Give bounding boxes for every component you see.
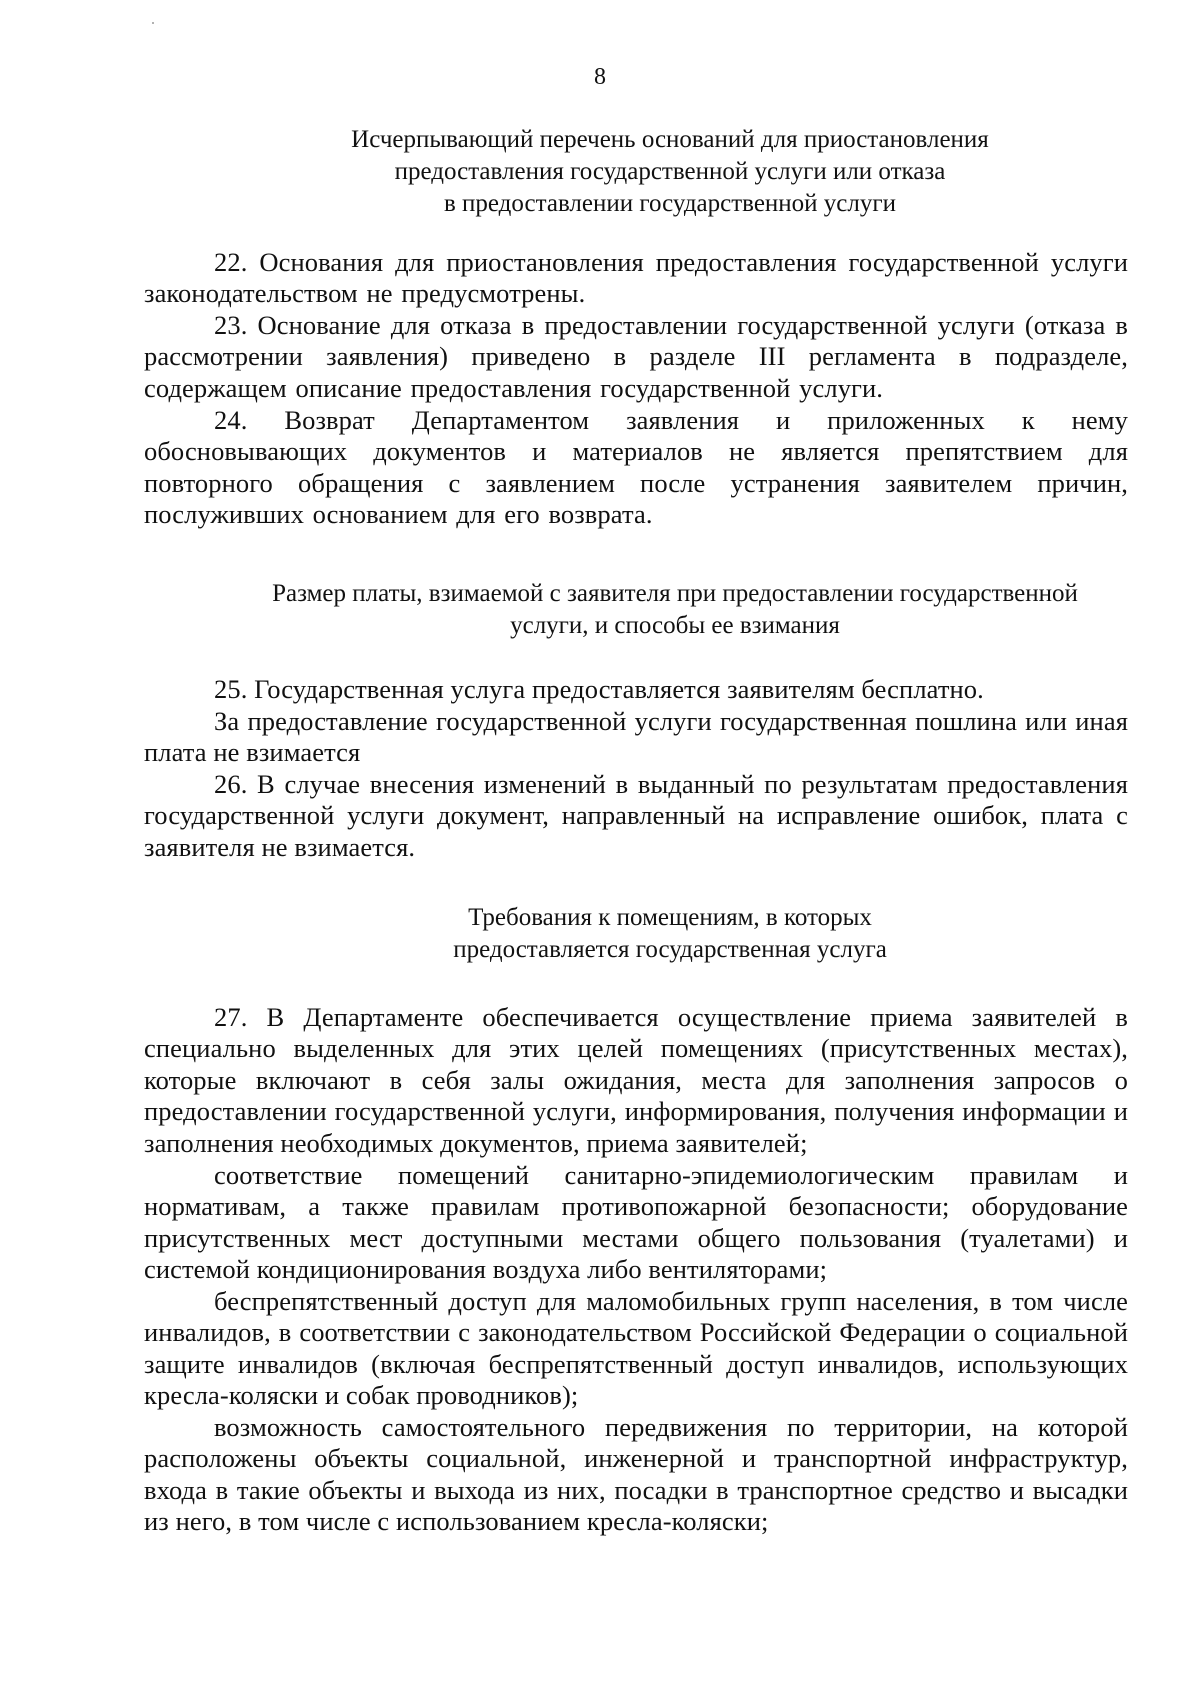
heading-line: предоставления государственной услуги или отказа <box>394 158 946 185</box>
heading-line: предоставляется государственная услуга <box>453 936 887 963</box>
paragraph-23: 23. Основание для отказа в предоставлении государственной услуги (отказа в рассмотрении заявления) приведено в разделе III регламента в подразделе, содержащем описание предоставления государственной услуги. <box>144 310 1128 403</box>
section-heading-fee <box>220 578 1130 642</box>
page-number: 8 <box>594 64 606 90</box>
section-heading-suspension <box>300 124 1040 220</box>
paragraph-27-accessibility: беспрепятственный доступ для маломобильных групп населения, в том числе инвалидов, в соответствии с законодательством Российской Федерации о социальной защите инвалидов (включая беспрепятственный доступ инвалидов, использующих кресла-коляски и собак проводников); <box>144 1286 1128 1411</box>
paragraph-27-movement: возможность самостоятельного передвижения по территории, на которой расположены объекты социальной, инженерной и транспортной инфраструктур, входа в такие объекты и выхода из них, посадки в транспортное средство и высадки из него, в том числе с использованием кресла-коляски; <box>144 1412 1128 1537</box>
heading-line: Исчерпывающий перечень оснований для приостановления <box>351 126 989 153</box>
paragraph-22: 22. Основания для приостановления предоставления государственной услуги законодательством не предусмотрены. <box>144 247 1128 309</box>
paragraph-27: 27. В Департаменте обеспечивается осуществление приема заявителей в специально выделенных для этих целей помещениях (присутственных местах), которые включают в себя залы ожидания, места для заполнения запросов о предоставлении государственной услуги, информирования, получения информации и заполнения необходимых документов, приема заявителей; <box>144 1002 1128 1158</box>
paragraph-26: 26. В случае внесения изменений в выданный по результатам предоставления государственной услуги документ, направленный на исправление ошибок, плата с заявителя не взимается. <box>144 769 1128 862</box>
paragraph-25: 25. Государственная услуга предоставляется заявителям бесплатно. <box>214 674 984 704</box>
heading-line: услуги, и способы ее взимания <box>510 612 840 639</box>
heading-line: в предоставлении государственной услуги <box>443 190 897 217</box>
scan-speck <box>152 22 154 24</box>
paragraph-27-sanitary: соответствие помещений санитарно-эпидемиологическим правилам и нормативам, а также правилам противопожарной безопасности; оборудование присутственных мест доступными местами общего пользования (туалетами) и системой кондиционирования воздуха либо вентиляторами; <box>144 1160 1128 1285</box>
paragraph-25-continued: За предоставление государственной услуги государственная пошлина или иная плата не взимается <box>144 706 1128 768</box>
heading-line: Размер платы, взимаемой с заявителя при предоставлении государственной <box>272 580 1078 607</box>
heading-line: Требования к помещениям, в которых <box>468 904 872 931</box>
paragraph-24: 24. Возврат Департаментом заявления и приложенных к нему обосновывающих документов и материалов не является препятствием для повторного обращения с заявлением после устранения заявителем причин, послуживших основанием для его возврата. <box>144 405 1128 530</box>
section-heading-premises <box>380 902 960 966</box>
